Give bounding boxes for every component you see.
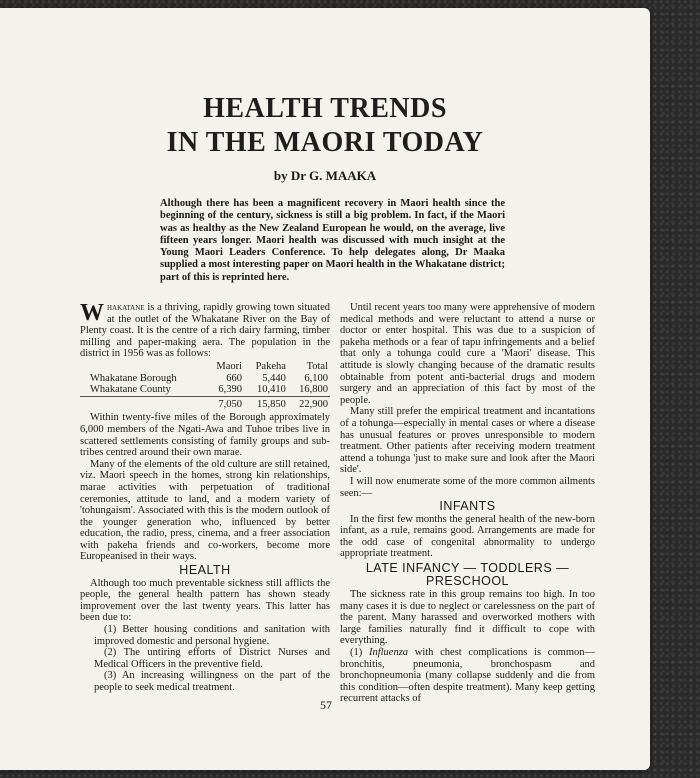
table-header: Pakeha (255, 360, 286, 372)
row-label: Whakatane County (90, 384, 171, 396)
magazine-page (0, 8, 650, 770)
table-cell: 6,390 (218, 384, 243, 396)
list-item: (3) An increasing willingness on the part of the people to seek medical treatment. (94, 670, 330, 693)
body-paragraph: In the first few months the general health of the new-born infant, as a rule, remains good. Arrangements are made for the odd case of congenital abnormality to undergo appropriate treatment. (340, 513, 595, 560)
body-paragraph: Within twenty-five miles of the Borough approximately 6,000 members of the Ngati-Awa and Tuhoe tribes live in scattered settlements consisting of family groups and sub-tribes centred around their own marae. (80, 412, 330, 459)
list-item: (2) The untiring efforts of District Nurses and Medical Officers in the preventive field. (94, 647, 330, 670)
body-paragraph: Many of the elements of the old culture are still retained, viz. Maori speech in the homes, strong kin relationships, marae activities with perpetuation of traditional ceremonies, attitude to land, and a modern variety of 'tohungaism'. Associated with this is the modern outlook of the younger generation who, influenced by better education, the radio, press, cinema, and a freer association with pakeha friends and co-workers, become more Europeanised in their ways. (80, 458, 330, 563)
list-item: (1) Better housing conditions and sanitation with improved domestic and personal hygiene. (94, 624, 330, 647)
table-cell: 7,050 (206, 396, 244, 410)
table-row (80, 373, 330, 385)
lead-word: hakatane (107, 302, 145, 313)
table-cell: 660 (226, 372, 243, 384)
body-paragraph: Although too much preventable sickness still afflicts the people, the general health pattern has shown steady improvement over the last twenty years. This latter has been due to: (80, 577, 330, 624)
body-paragraph: The sickness rate in this group remains too high. In too many cases it is due to neglect or carelessness on the part of the parent. Many harassed and overworked mothers with large families naturally find it difficult to cope with everything. (340, 589, 595, 647)
table-total-row (80, 396, 330, 410)
table-cell: 15,850 (244, 396, 288, 410)
article-title (60, 92, 590, 160)
table-cell: 6,100 (304, 372, 328, 384)
population-table (80, 361, 330, 410)
section-heading-infants: INFANTS (439, 499, 496, 514)
page-number: 57 (320, 698, 332, 712)
table-cell: 22,900 (288, 396, 330, 410)
table-header: Maori (216, 360, 243, 372)
title-line-2: IN THE MAORI TODAY (166, 127, 484, 158)
left-column (80, 302, 330, 694)
opening-paragraph-text: is a thriving, rapidly growing town situated at the outlet of the Whakatane River on the Bay of Plenty coast. It is the centre of a rich dairy farming, timber milling and paper-making aera. The population in the district in 1956 was as follows: (80, 302, 330, 360)
opening-paragraph (80, 302, 330, 360)
body-paragraph: I will now enumerate some of the more common ailments seen:— (340, 475, 595, 499)
drop-cap: W (80, 300, 104, 326)
table-cell: 16,800 (299, 384, 328, 396)
heading-line-1: LATE INFANCY — TODDLERS — (365, 561, 570, 576)
title-line-1: HEALTH TRENDS (203, 93, 447, 124)
italic-term: Influenza (368, 647, 409, 659)
intro-paragraph: Although there has been a magnificent recovery in Maori health since the beginning of the century, sickness is still a big problem. In fact, if the Maori was as healthy as the New Zealand European he would, on the average, live fifteen years longer. Maori health was discussed with much insight at the Young Maori Leaders Conference. To help delegates along, Dr Maaka supplied a most interesting paper on Maori health in the Whakatane district; part of this is reprinted here. (160, 198, 505, 283)
section-heading-late-infancy (340, 562, 595, 588)
table-cell: 5,440 (262, 372, 286, 384)
table-row (80, 384, 330, 396)
table-header: Total (306, 360, 328, 372)
body-paragraph: Until recent years too many were apprehensive of modern medical methods and were reluctant to attend a nurse or doctor or enter hospital. This was due to a suspicion of pakeha methods or a fear of tapu infringements and a belief that only a tohunga could cure a 'Maori' disease. This attitude is slowly changing because of the dramatic results obtainable from potent anti-bacterial drugs and modern surgery and an appreciation of this fact by most of the people. (340, 302, 595, 406)
table-cell: 10,410 (257, 384, 286, 396)
byline: by Dr G. MAAKA (273, 168, 377, 183)
heading-line-2: PRESCHOOL (426, 574, 509, 589)
section-heading-health: HEALTH (179, 563, 231, 578)
row-label: Whakatane Borough (90, 372, 177, 384)
body-paragraph: (1) Influenza with chest complications is common—bronchitis, pneumonia, bronchospasm and bronchopneumonia (many collapse suddenly and die from this condition—often despite treatment). Many keep getting recurrent attacks of (340, 647, 595, 705)
right-column (340, 302, 595, 705)
table-header-row (80, 361, 330, 373)
body-paragraph: Many still prefer the empirical treatment and incantations of a tohunga—especially in mental cases or where a disease has unusual features or proves unresponsible to modern treatment. Other patients after receiving modern treatment attend a tohunga 'just to make sure and look after the Maori side'. (340, 406, 595, 476)
